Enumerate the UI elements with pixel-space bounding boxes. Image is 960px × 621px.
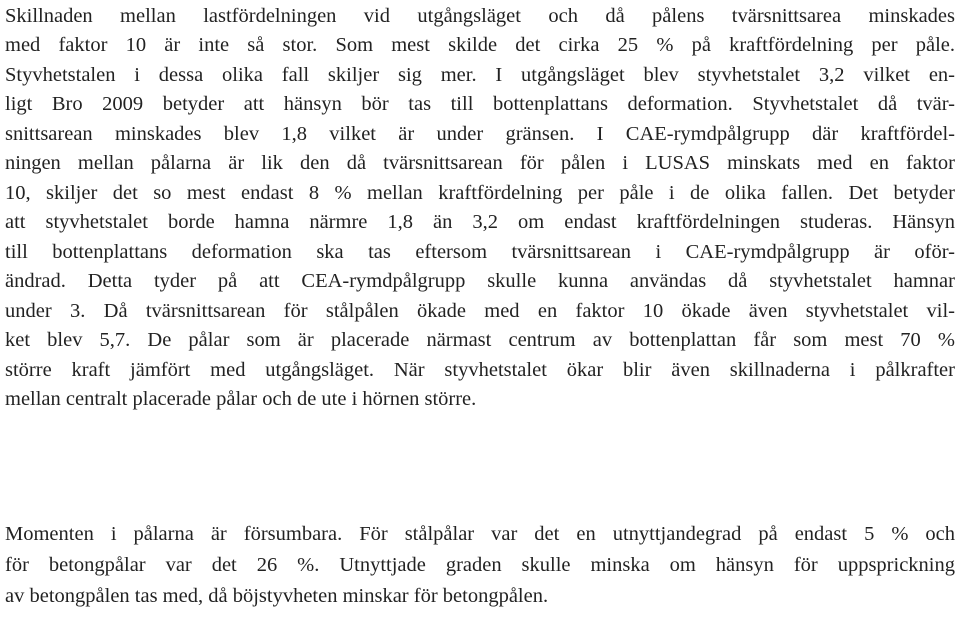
text-line: 10, skiljer det so mest endast 8 % mellan kraftfördelning per påle i de olika fallen. Det betyder xyxy=(5,182,955,204)
text-line: mellan centralt placerade pålar och de ute i hörnen större. xyxy=(5,388,477,410)
text-line: ket blev 5,7. De pålar som är placerade närmast centrum av bottenplattan får som mest 70 % xyxy=(5,329,955,351)
text-line: Styvhetstalen i dessa olika fall skiljer sig mer. I utgångsläget blev styvhetstalet 3,2 vilket en- xyxy=(5,64,955,86)
text-line: av betongpålen tas med, då böjstyvheten minskar för betongpålen. xyxy=(5,585,549,607)
text-line: till bottenplattans deformation ska tas eftersom tvärsnittsarean i CAE-rymdpålgrupp är oför- xyxy=(5,241,955,263)
text-line: att styvhetstalet borde hamna närmre 1,8 än 3,2 om endast kraftfördelningen studeras. Hänsyn xyxy=(5,211,955,233)
text-line: ningen mellan pålarna är lik den då tvärsnittsarean för pålen i LUSAS minskats med en faktor xyxy=(5,152,955,174)
text-line: ändrad. Detta tyder på att CEA-rymdpålgrupp skulle kunna användas då styvhetstalet hamnar xyxy=(5,270,955,292)
text-line: ligt Bro 2009 betyder att hänsyn bör tas till bottenplattans deformation. Styvhetstalet då tvär- xyxy=(5,93,955,115)
text-line: för betongpålar var det 26 %. Utnyttjade graden skulle minska om hänsyn för uppsprickning xyxy=(5,554,955,576)
text-line: större kraft jämfört med utgångsläget. När styvhetstalet ökar blir även skillnaderna i pålkrafter xyxy=(5,359,955,381)
text-line: Momenten i pålarna är försumbara. För stålpålar var det en utnyttjandegrad på endast 5 % och xyxy=(5,523,955,545)
text-line: Skillnaden mellan lastfördelningen vid utgångsläget och då pålens tvärsnittsarea minskades xyxy=(5,5,955,27)
text-line: under 3. Då tvärsnittsarean för stålpålen ökade med en faktor 10 ökade även styvhetstalet vil- xyxy=(5,300,955,322)
text-line: snittsarean minskades blev 1,8 vilket är under gränsen. I CAE-rymdpålgrupp där kraftfördel- xyxy=(5,123,955,145)
text-line: med faktor 10 är inte så stor. Som mest skilde det cirka 25 % på kraftfördelning per påle. xyxy=(5,34,955,56)
